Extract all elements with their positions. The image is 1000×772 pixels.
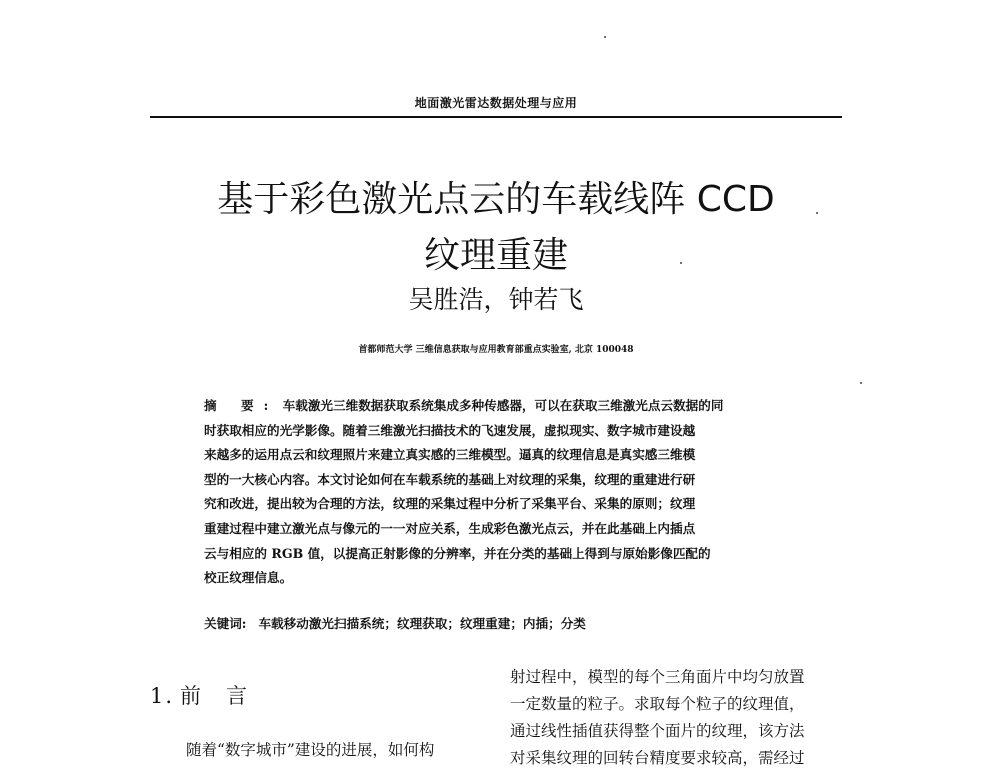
abstract-line: 重建过程中建立激光点与像元的一一对应关系，生成彩色激光点云，并在此基础上内插点 [204, 520, 696, 536]
abstract-line: 型的一大核心内容。本文讨论如何在车载系统的基础上对纹理的采集，纹理的重建进行研 [204, 471, 696, 487]
abstract [204, 394, 790, 591]
abstract-line: 摘 要: 车载激光三维数据获取系统集成多种传感器，可以在获取三维激光点云数据的同 [204, 398, 724, 413]
body-line: 一定数量的粒子。求取每个粒子的纹理值， [510, 695, 805, 713]
keywords [204, 612, 790, 636]
running-header: 地面激光雷达数据处理与应用 [414, 96, 578, 110]
keywords-label: 关键词: [204, 616, 247, 631]
section-number: 1. [150, 684, 175, 708]
body-line: 射过程中，模型的每个三角面片中均匀放置 [510, 668, 805, 686]
scan-speck [604, 36, 606, 38]
section-heading-introduction [150, 680, 249, 710]
paper-title [120, 172, 872, 284]
keywords-text: 车载移动激光扫描系统；纹理获取；纹理重建；内插；分类 [258, 616, 586, 631]
scan-speck [816, 212, 818, 214]
body-line: 随着“数字城市”建设的进展，如何构 [186, 741, 435, 759]
abstract-line: 云与相应的 RGB 值，以提高正射影像的分辨率，并在分类的基础上得到与原始影像匹配的 [204, 545, 711, 561]
body-column-left [186, 735, 486, 765]
title-line-2: 纹理重建 [423, 235, 568, 277]
abstract-line: 来越多的运用点云和纹理照片来建立真实感的三维模型。逼真的纹理信息是真实感三维模 [204, 447, 696, 463]
abstract-line: 究和改进，提出较为合理的方法，纹理的采集过程中分析了采集平台、采集的原则；纹理 [204, 496, 696, 512]
affiliation: 首都师范大学 三维信息获取与应用教育部重点实验室, 北京 100048 [358, 345, 634, 355]
body-column-right [510, 664, 840, 772]
scan-speck [860, 382, 862, 384]
title-line-1: 基于彩色激光点云的车载线阵 CCD [217, 179, 775, 221]
scan-speck [680, 262, 682, 264]
abstract-label: 摘 要: [204, 398, 279, 413]
body-line: 通过线性插值获得整个面片的纹理，该方法 [510, 722, 805, 740]
section-title: 前 言 [180, 684, 250, 708]
header-rule [150, 116, 842, 118]
authors: 吴胜浩，钟若飞 [408, 285, 584, 314]
abstract-line: 校正纹理信息。 [204, 570, 293, 586]
abstract-line: 时获取相应的光学影像。随着三维激光扫描技术的飞速发展，虚拟现实、数字城市建设越 [204, 422, 696, 438]
body-line: 对采集纹理的回转台精度要求较高，需经过 [510, 749, 805, 767]
